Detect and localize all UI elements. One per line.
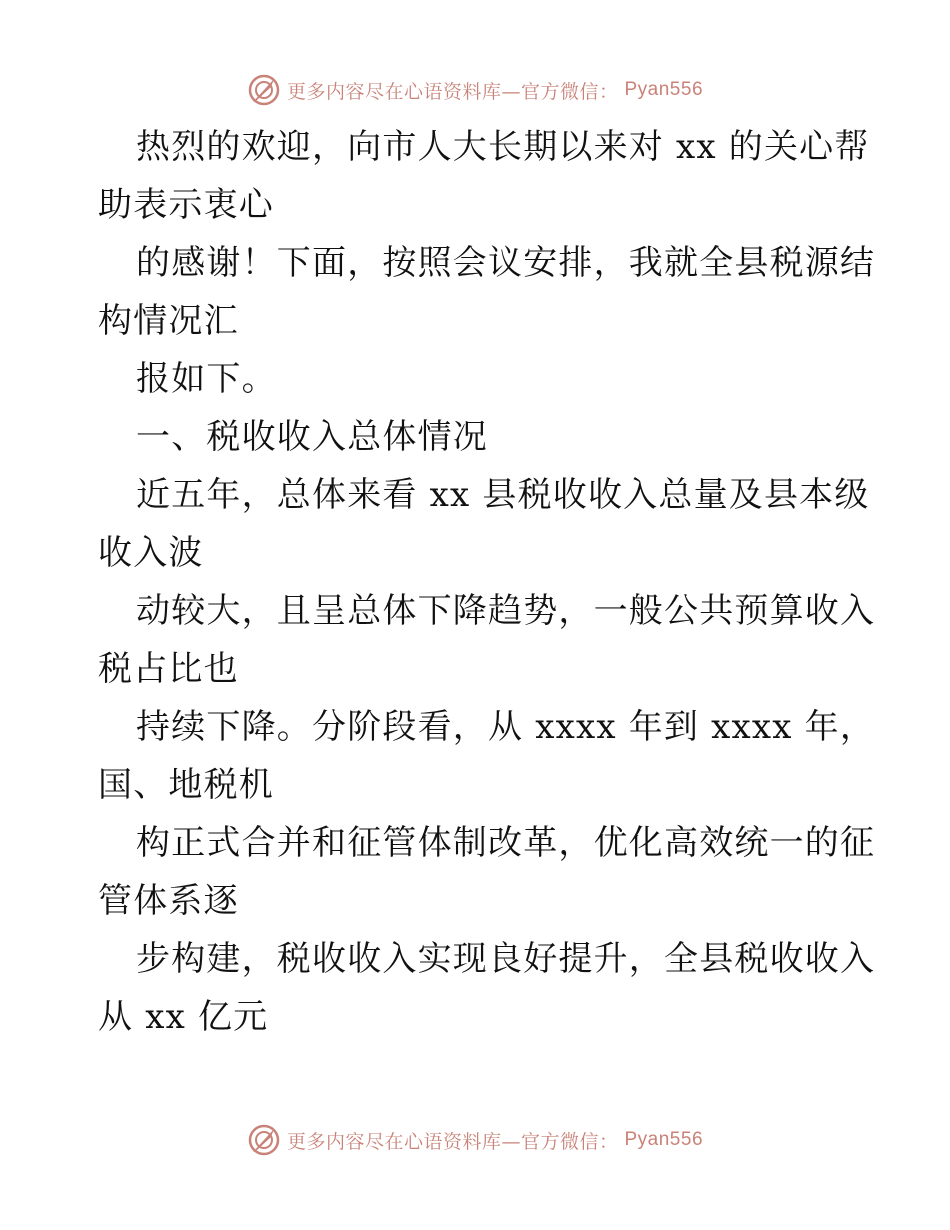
text-line: 构情况汇 <box>98 301 239 341</box>
document-body <box>98 118 876 1046</box>
text-line: 从 xx 亿元 <box>98 997 269 1037</box>
footer-watermark <box>0 1120 950 1160</box>
quill-logo-icon <box>247 1123 281 1157</box>
text-line: 国、地税机 <box>98 765 274 805</box>
watermark-brand: Pyan556 <box>624 79 704 100</box>
text-line: 收入波 <box>98 533 204 573</box>
watermark-text: 更多内容尽在心语资料库—官方微信： <box>286 80 619 103</box>
text-line: 管体系逐 <box>98 881 239 921</box>
text-line: 助表示衷心 <box>98 185 274 225</box>
text-line: 报如下。 <box>136 359 277 399</box>
quill-logo-icon <box>247 73 281 107</box>
watermark-brand: Pyan556 <box>624 1129 704 1150</box>
text-line: 的感谢！下面，按照会议安排，我就全县税源结 <box>136 243 876 283</box>
watermark-text: 更多内容尽在心语资料库—官方微信： <box>286 1130 619 1153</box>
text-line: 热烈的欢迎，向市人大长期以来对 xx 的关心帮 <box>136 127 870 167</box>
text-line: 持续下降。分阶段看，从 xxxx 年到 xxxx 年， <box>136 707 876 747</box>
text-line: 税占比也 <box>98 649 239 689</box>
text-line: 近五年，总体来看 xx 县税收收入总量及县本级 <box>136 475 870 515</box>
header-watermark <box>0 70 950 110</box>
text-line: 动较大，且呈总体下降趋势，一般公共预算收入 <box>136 591 876 631</box>
text-line: 步构建，税收收入实现良好提升，全县税收收入 <box>136 939 876 979</box>
section-heading: 一、税收收入总体情况 <box>136 417 488 457</box>
text-line: 构正式合并和征管体制改革，优化高效统一的征 <box>136 823 876 863</box>
